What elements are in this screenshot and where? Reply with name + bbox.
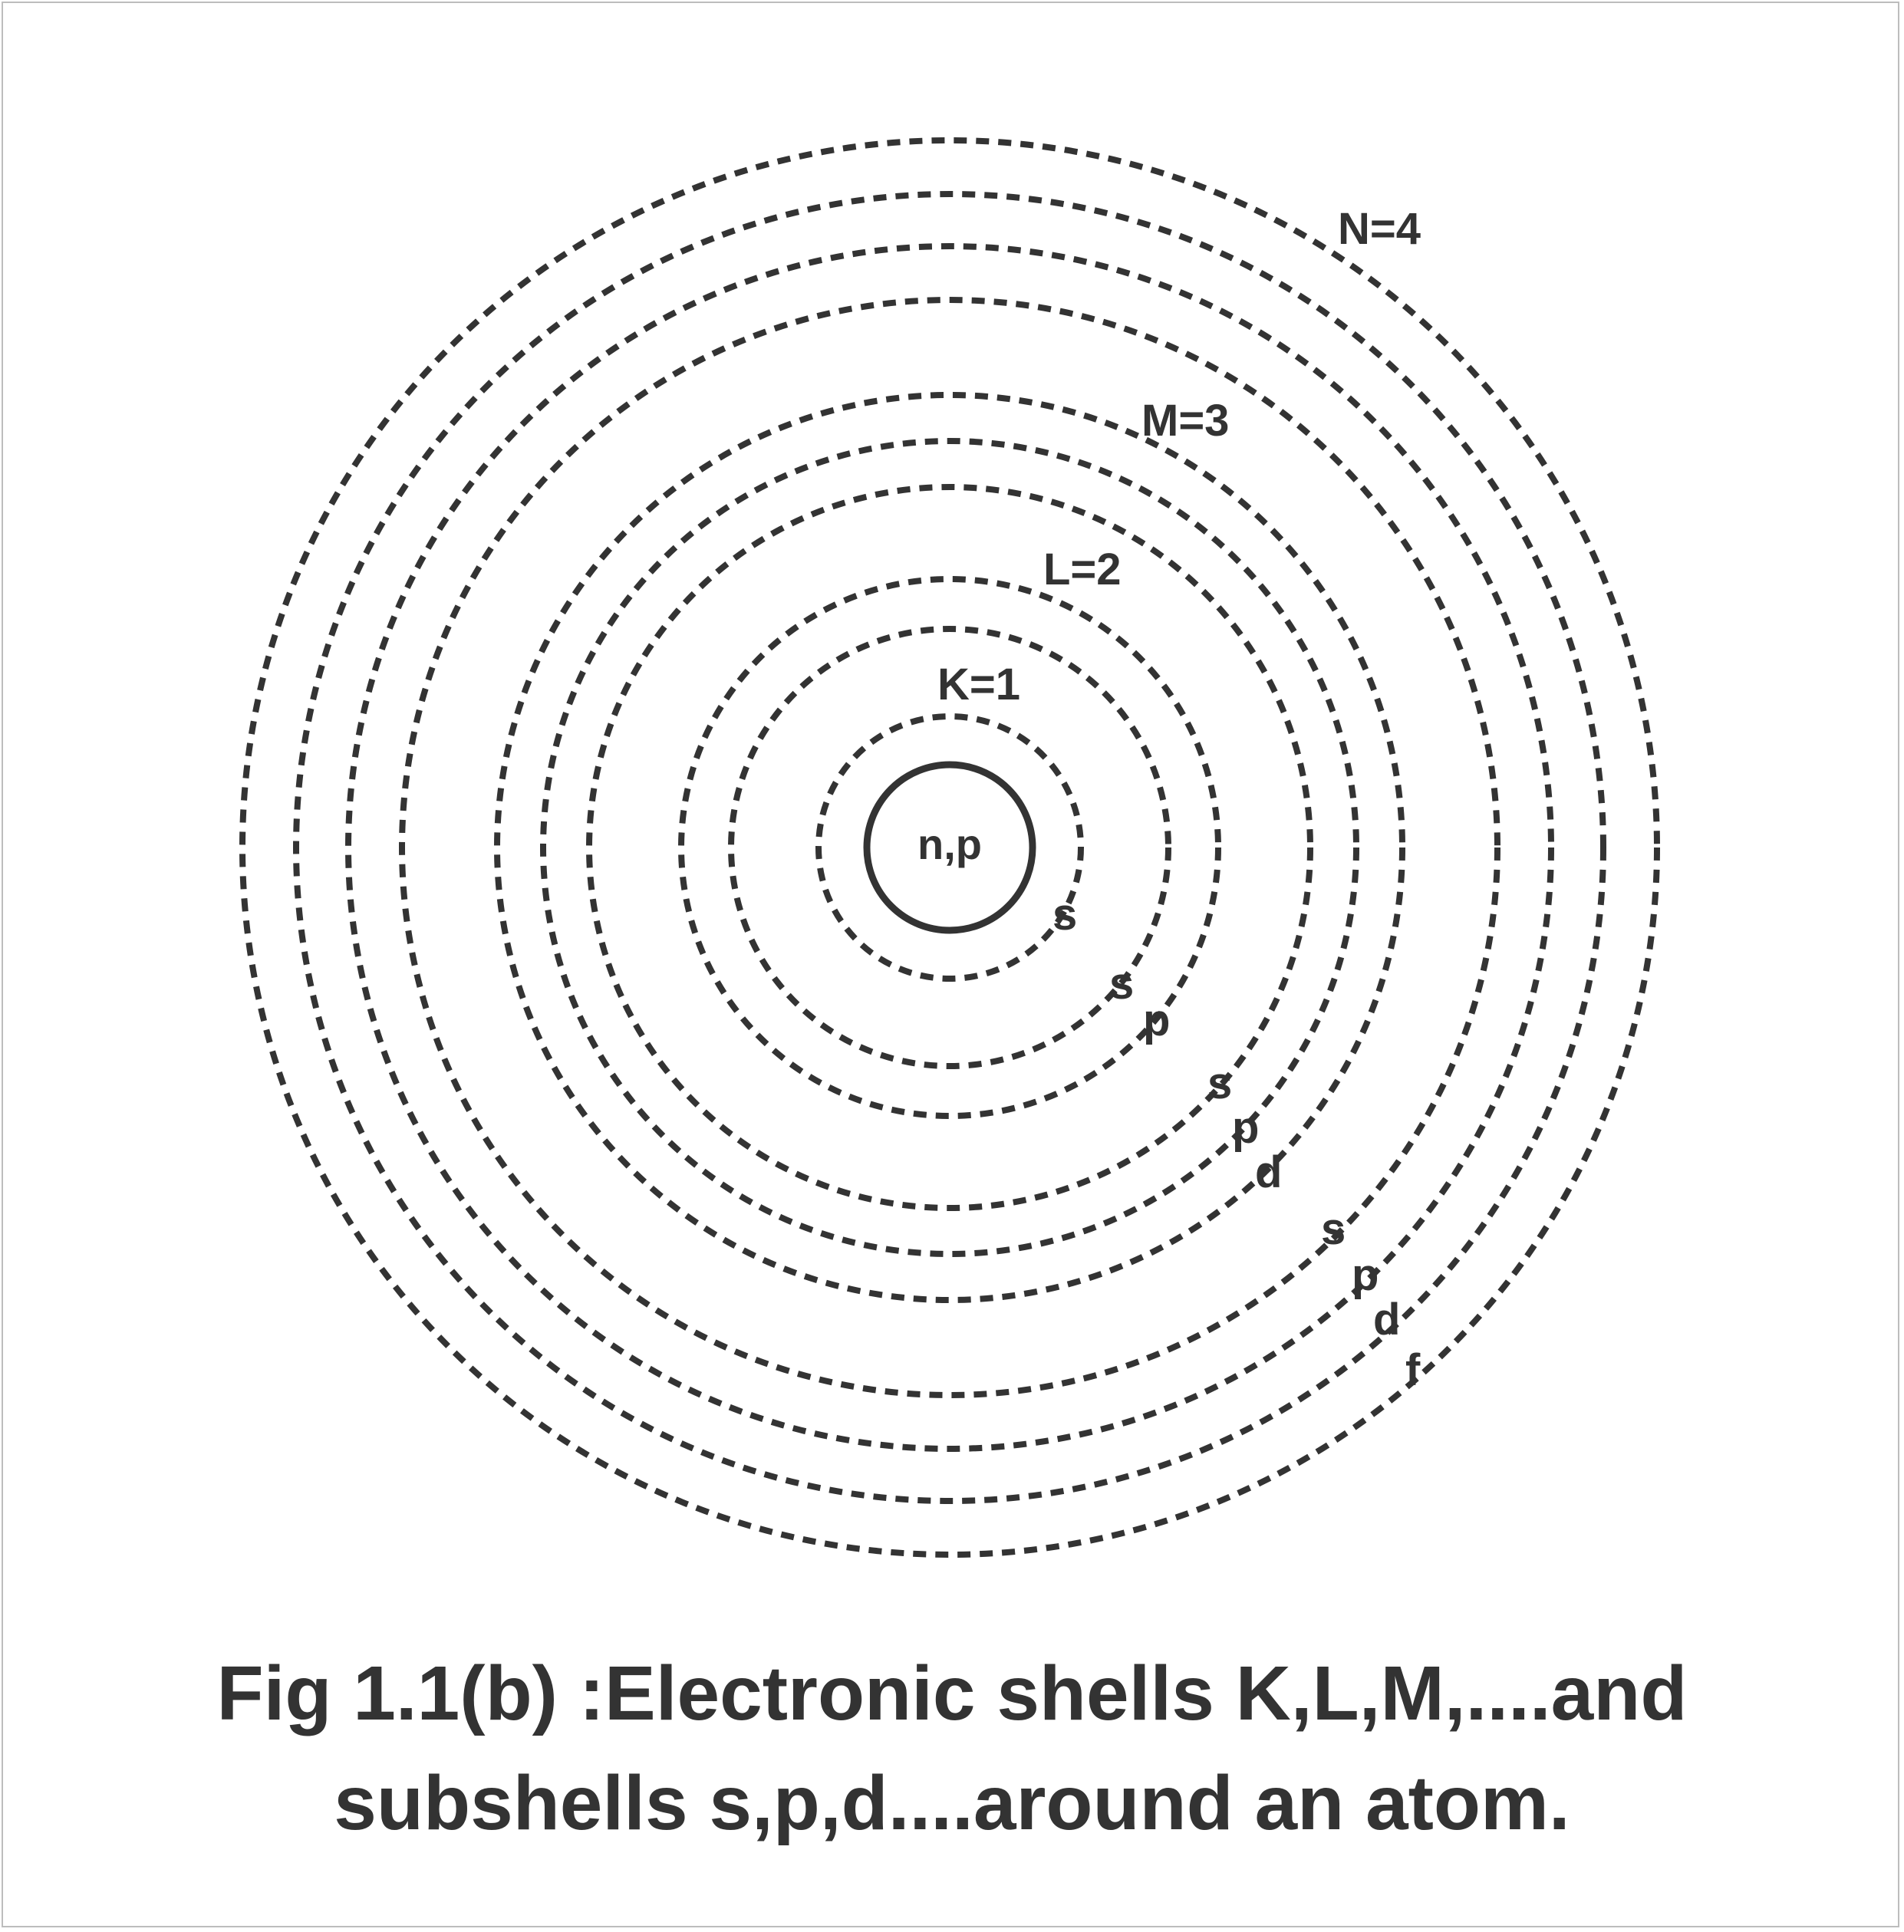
shell-label-k: K=1 (937, 660, 1021, 709)
subshell-label-n-f: f (1405, 1345, 1421, 1395)
subshell-label-m-s: s (1207, 1058, 1233, 1108)
subshell-label-m-d: d (1255, 1147, 1283, 1197)
figure-caption-line-1: Fig 1.1(b) :Electronic shells K,L,M,....and (216, 1651, 1688, 1736)
shell-label-l: L=2 (1043, 545, 1122, 594)
subshell-label-m-p: p (1232, 1103, 1260, 1153)
subshell-label-n-s: s (1321, 1204, 1346, 1254)
shell-label-n: N=4 (1338, 204, 1421, 254)
subshell-label-l-s: s (1109, 959, 1135, 1009)
nucleus-label: n,p (917, 820, 982, 868)
subshell-label-l-p: p (1143, 996, 1171, 1045)
shell-label-m: M=3 (1141, 396, 1230, 446)
subshell-label-k-s: s (1052, 890, 1078, 940)
figure-caption-line-2: subshells s,p,d....around an atom. (334, 1760, 1570, 1846)
subshell-label-n-d: d (1373, 1295, 1401, 1345)
subshell-label-n-p: p (1352, 1250, 1379, 1300)
